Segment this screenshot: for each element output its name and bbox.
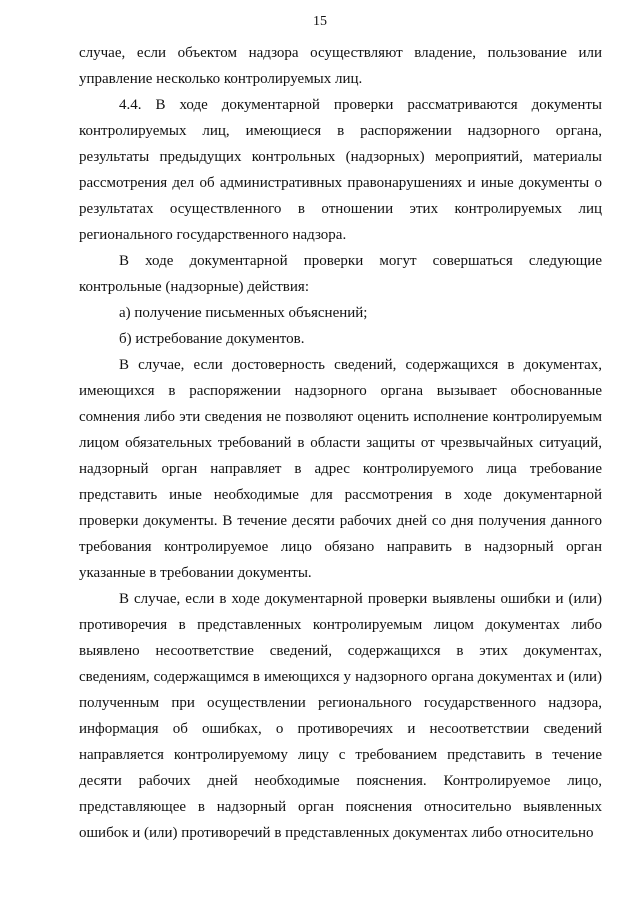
paragraph-errors-explanations: В случае, если в ходе документарной проверки выявлены ошибки и (или) противоречия в представленных контролируемым лицом документах либо выявлено несоответствие сведений, содержащихся в этих документах, сведениям, содержащимся в имеющихся у надзорного органа документах и (или) полученным при осуществлении регионального государственного надзора, информация об ошибках, о противоречиях и несоответствии сведений направляется контролируемому лицу с требованием представить в течение десяти рабочих дней необходимые пояснения. Контролируемое лицо, представляющее в надзорный орган пояснения относительно выявленных ошибок и (или) противоречий в представленных документах либо относительно — [79, 591, 602, 841]
list-item-b: б) истребование документов. — [119, 331, 305, 347]
list-item-a: а) получение письменных объяснений; — [119, 305, 368, 321]
paragraph-continuation: случае, если объектом надзора осуществляют владение, пользование или управление несколько контролируемых лиц. — [79, 45, 602, 87]
paragraph-4-4: 4.4. В ходе документарной проверки рассматриваются документы контролируемых лиц, имеющиеся в распоряжении надзорного органа, результаты предыдущих контрольных (надзорных) мероприятий, материалы рассмотрения дел об административных правонарушениях и иные документы о результатах осуществленного в отношении этих контролируемых лиц регионального государственного надзора. — [79, 97, 602, 243]
document-body — [79, 40, 602, 846]
page-number: 15 — [313, 14, 327, 29]
paragraph-document-request: В случае, если достоверность сведений, содержащихся в документах, имеющихся в распоряжении надзорного органа вызывает обоснованные сомнения либо эти сведения не позволяют оценить исполнение контролируемым лицом обязательных требований в области защиты от чрезвычайных ситуаций, надзорный орган направляет в адрес контролируемого лица требование представить иные необходимые для рассмотрения в ходе документарной проверки документы. В течение десяти рабочих дней со дня получения данного требования контролируемое лицо обязано направить в надзорный орган указанные в требовании документы. — [79, 357, 602, 581]
paragraph-control-actions: В ходе документарной проверки могут совершаться следующие контрольные (надзорные) действия: — [79, 253, 602, 295]
